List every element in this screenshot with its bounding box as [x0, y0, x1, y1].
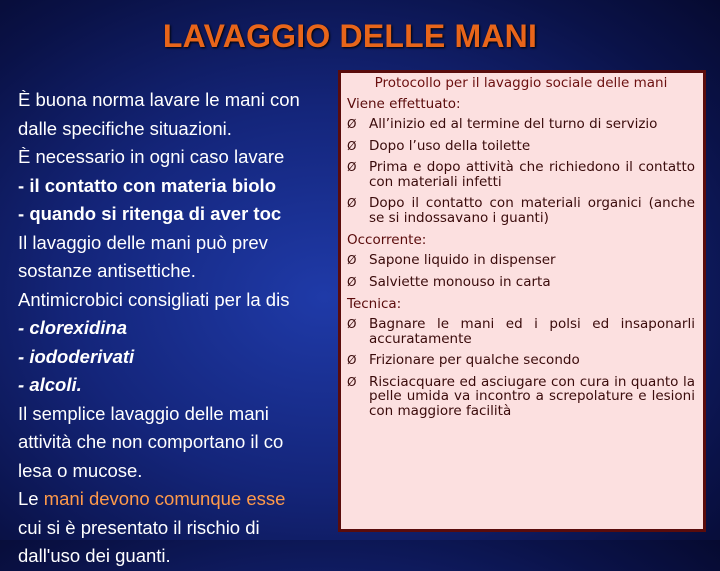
list-item [347, 253, 695, 268]
dash: - [18, 174, 30, 196]
dash: - [18, 345, 30, 367]
list-item-text: All’inizio ed al termine del turno di servizio [369, 116, 658, 132]
body-line-text: Le [18, 488, 44, 509]
bullet-list [347, 253, 695, 289]
list-item [347, 160, 695, 189]
list-item [347, 375, 695, 419]
body-line-text: Il semplice lavaggio delle mani [18, 402, 269, 424]
highlight-text: mani devono comunque esse [43, 488, 286, 509]
body-line-text: dalle specifiche situazioni. [18, 117, 232, 139]
body-line-text: sostanze antisettiche. [18, 260, 196, 281]
list-item [347, 139, 695, 154]
dash: - [18, 374, 30, 395]
body-line-text: dall'uso dei guanti. [18, 545, 171, 566]
list-item-text: Prima e dopo attività che richiedono il contatto con materiali infetti [369, 159, 695, 190]
arrow-bullet-icon: Ø [347, 274, 357, 289]
list-item-text: Salviette monouso in carta [369, 273, 551, 290]
bullet-list [347, 117, 695, 225]
section-heading: Tecnica: [347, 296, 402, 312]
arrow-bullet-icon: Ø [347, 317, 357, 331]
body-line-text: cui si è presentato il rischio di [18, 516, 260, 538]
section-heading: Viene effettuato: [347, 96, 461, 112]
list-item [347, 317, 695, 346]
arrow-bullet-icon: Ø [347, 374, 357, 389]
arrow-bullet-icon: Ø [347, 160, 357, 174]
body-line-text: Antimicrobici consigliati per la dis [18, 288, 290, 310]
section-heading: Occorrente: [347, 232, 427, 248]
slide-title: LAVAGGIO DELLE MANI [162, 18, 538, 54]
list-item [347, 117, 695, 132]
arrow-bullet-icon: Ø [347, 353, 357, 367]
list-item-text: Sapone liquido in dispenser [369, 252, 556, 268]
body-line-text: È necessario in ogni caso lavare [18, 146, 285, 167]
body-line-text: clorexidina [29, 317, 127, 338]
dash: - [18, 203, 30, 224]
panel-title: Protocollo per il lavaggio sociale delle mani [374, 75, 668, 91]
list-item-text: Risciacquare ed asciugare con cura in quanto la pelle umida va incontro a screpolature e lesioni con maggiore facilità [369, 373, 695, 419]
arrow-bullet-icon: Ø [347, 196, 357, 210]
list-item-text: Dopo l’uso della toilette [369, 137, 531, 154]
protocol-panel [338, 70, 706, 532]
list-item-text: Frizionare per qualche secondo [369, 352, 580, 368]
list-item-text: Dopo il contatto con materiali organici (anche se si indossavano i guanti) [369, 195, 695, 226]
bullet-list [347, 317, 695, 418]
body-line-text: alcoli. [29, 374, 82, 395]
body-line-text: Il lavaggio delle mani può prev [18, 231, 268, 253]
dash: - [18, 317, 30, 338]
list-item-text: Bagnare le mani ed i polsi ed insaponarli accuratamente [369, 316, 695, 347]
body-line-text: È buona norma lavare le mani con [18, 89, 300, 110]
list-item [347, 196, 695, 225]
list-item [347, 353, 695, 368]
list-item [347, 275, 695, 290]
body-line-text: quando si ritenga di aver toc [29, 203, 282, 224]
arrow-bullet-icon: Ø [347, 253, 357, 267]
body-line-text: lesa o mucose. [18, 459, 143, 481]
body-line-text: attività che non comportano il co [18, 431, 284, 452]
arrow-bullet-icon: Ø [347, 138, 357, 153]
body-line-text: iododerivati [29, 345, 135, 367]
body-line-text: il contatto con materia biolo [29, 174, 277, 196]
body-line [18, 542, 718, 571]
arrow-bullet-icon: Ø [347, 117, 357, 131]
